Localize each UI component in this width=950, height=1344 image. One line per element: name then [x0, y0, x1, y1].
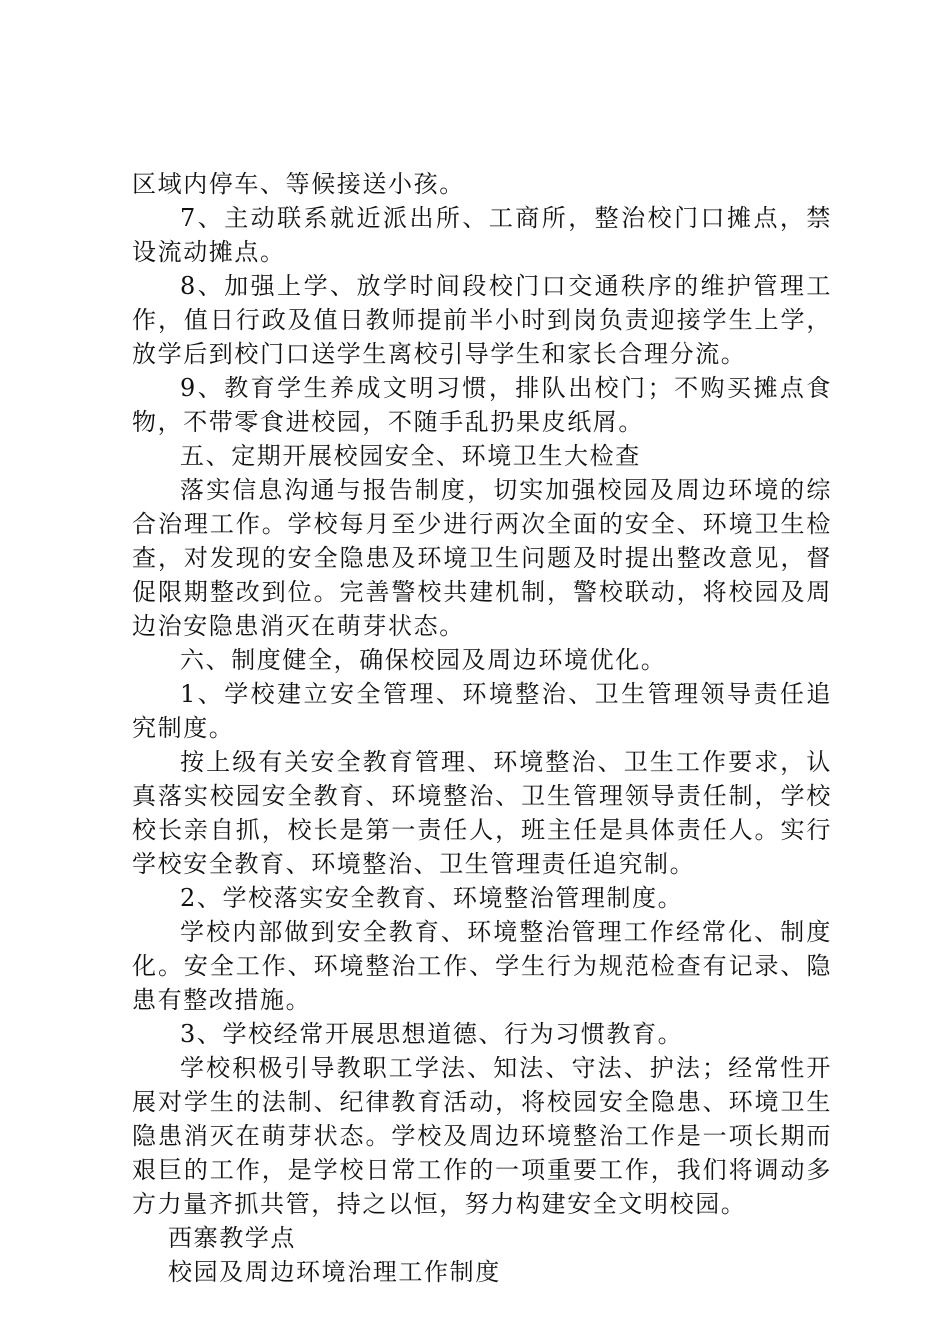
paragraph-item-7: 7、主动联系就近派出所、工商所，整治校门口摊点，禁设流动摊点。	[132, 204, 832, 266]
signature-school-name: 西寨教学点	[168, 1224, 296, 1252]
paragraph-internal: 学校内部做到安全教育、环境整治管理工作经常化、制度化。安全工作、环境整治工作、学生行为规范检查有记录、隐患有整改措施。	[132, 918, 832, 1014]
section-heading-5: 五、定期开展校园安全、环境卫生大检查	[180, 442, 641, 470]
paragraph-law-education: 学校积极引导教职工学法、知法、守法、护法；经常性开展对学生的法制、纪律教育活动，将校园安全隐患、环境卫生隐患消灭在萌芽状态。学校及周边环境整治工作是一项长期而艰巨的工作，是学校日常工作的一项重要工作，我们将调动多方力量齐抓共管，持之以恒，努力构建安全文明校园。	[132, 1054, 832, 1218]
paragraph-inspection: 落实信息沟通与报告制度，切实加强校园及周边环境的综合治理工作。学校每月至少进行两次全面的安全、环境卫生检查，对发现的安全隐患及环境卫生问题及时提出整改意见，督促限期整改到位。完善警校共建机制，警校联动，将校园及周边治安隐患消灭在萌芽状态。	[132, 476, 832, 640]
paragraph-item-8: 8、加强上学、放学时间段校门口交通秩序的维护管理工作，值日行政及值日教师提前半小时到岗负责迎接学生上学，放学后到校门口送学生离校引导学生和家长合理分流。	[132, 272, 832, 368]
paragraph-item-3: 3、学校经常开展思想道德、行为习惯教育。	[180, 1020, 684, 1048]
paragraph-responsibility: 按上级有关安全教育管理、环境整治、卫生工作要求，认真落实校园安全教育、环境整治、卫生管理领导责任制，学校校长亲自抓，校长是第一责任人，班主任是具体责任人。实行学校安全教育、环境整治、卫生管理责任追究制。	[132, 748, 832, 878]
section-heading-6: 六、制度健全，确保校园及周边环境优化。	[180, 646, 667, 674]
paragraph-item-9: 9、教育学生养成文明习惯，排队出校门；不购买摊点食物，不带零食进校园，不随手乱扔果皮纸屑。	[132, 374, 832, 436]
document-subtitle: 校园及周边环境治理工作制度	[168, 1258, 501, 1286]
document-body	[132, 167, 832, 1289]
paragraph-continuation: 区域内停车、等候接送小孩。	[132, 170, 465, 198]
paragraph-item-1: 1、学校建立安全管理、环境整治、卫生管理领导责任追究制度。	[132, 680, 832, 742]
paragraph-item-2: 2、学校落实安全教育、环境整治管理制度。	[180, 884, 684, 912]
